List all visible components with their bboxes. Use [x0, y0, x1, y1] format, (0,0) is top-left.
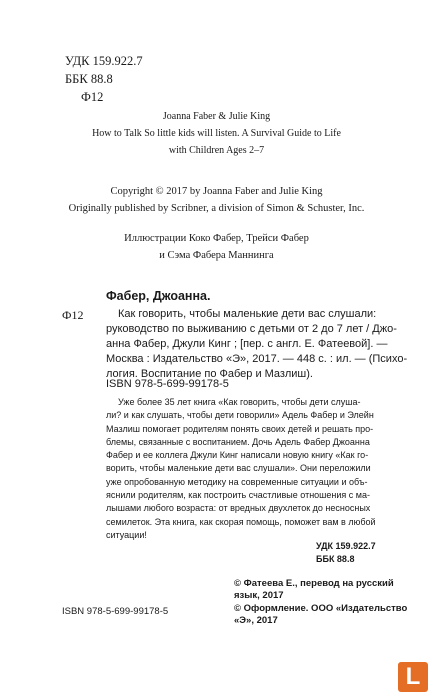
- annotation-line: яснили родителям, как построить счастливые отношения с ма-: [106, 490, 370, 501]
- publisher-logo-icon: [398, 662, 428, 692]
- annotation: [106, 396, 376, 542]
- annotation-line: блемы, связанные с воспитанием. Дочь Адель Фабер Джоанна: [106, 436, 370, 447]
- classification-codes: [65, 52, 143, 106]
- rights-notice: [234, 578, 407, 628]
- annotation-line: ситуации!: [106, 529, 147, 540]
- catalog-author-heading: Фабер, Джоанна.: [106, 289, 211, 303]
- annotation-line: ли? и как слушать, чтобы дети говорили» Адель Фабер и Элейн: [106, 410, 374, 421]
- udk-code: УДК 159.922.7: [65, 54, 143, 68]
- annotation-line: Мазлиш помогает родителям понять своих детей и решать про-: [106, 423, 374, 434]
- copyright-line: Originally published by Scribner, a division of Simon & Schuster, Inc.: [68, 203, 365, 214]
- copyright-notice: [0, 183, 433, 217]
- rights-line: «Э», 2017: [234, 615, 278, 627]
- catalog-desc-line: логия. Воспитание по Фабер и Мазлиш).: [106, 367, 313, 380]
- annotation-line: ворить, чтобы маленькие дети вас слушали». Они переложили: [106, 463, 371, 474]
- annotation-line: Фабер и ее коллега Джули Кинг написали новую книгу «Как го-: [106, 450, 369, 461]
- illustrations-credit: [0, 230, 433, 264]
- catalog-cutter: Ф12: [62, 308, 84, 322]
- catalog-desc-line: руководство по выживанию с детьми от 2 до 7 лет / Джо-: [106, 322, 397, 335]
- catalog-desc-line: анна Фабер, Джули Кинг ; [пер. с англ. Е. Фатеевой]. —: [106, 337, 388, 350]
- original-title-line: How to Talk So little kids will listen. A Survival Guide to Life: [92, 128, 341, 139]
- rights-line: язык, 2017: [234, 590, 284, 602]
- bbk-code: ББК 88.8: [65, 72, 113, 86]
- original-edition: [0, 108, 433, 159]
- bottom-classification-codes: [316, 540, 376, 566]
- catalog-desc-line: Как говорить, чтобы маленькие дети вас слушали:: [118, 308, 377, 320]
- copyright-line: Copyright © 2017 by Joanna Faber and Julie King: [110, 186, 323, 197]
- original-authors: Joanna Faber & Julie King: [162, 111, 271, 122]
- cutter-code: Ф12: [81, 90, 104, 104]
- rights-line: © Оформление. ООО «Издательство: [234, 602, 408, 614]
- annotation-line: лышами любого возраста: от вредных двухлеток до несносных: [106, 503, 371, 514]
- rights-line: © Фатеева Е., перевод на русский: [234, 578, 394, 589]
- annotation-line: семилеток. Эта книга, как скорая помощь, поможет вам в любой: [106, 516, 376, 527]
- illustrations-line: и Сэма Фабера Маннинга: [159, 250, 274, 261]
- bottom-isbn: ISBN 978-5-699-99178-5: [62, 606, 169, 617]
- annotation-line: уже опробованную методику на современные ситуации и объ-: [106, 476, 368, 487]
- catalog-isbn: ISBN 978-5-699-99178-5: [106, 378, 229, 390]
- udk-code: УДК 159.922.7: [316, 541, 376, 551]
- original-title-line: with Children Ages 2–7: [168, 145, 265, 156]
- bbk-code: ББК 88.8: [316, 554, 355, 564]
- catalog-desc-line: Москва : Издательство «Э», 2017. — 448 с. : ил. — (Психо-: [106, 352, 408, 365]
- catalog-description: [106, 307, 408, 382]
- annotation-line: Уже более 35 лет книга «Как говорить, чтобы дети слуша-: [118, 397, 361, 407]
- logo-letter: L: [405, 663, 421, 690]
- illustrations-line: Иллюстрации Коко Фабер, Трейси Фабер: [124, 233, 309, 244]
